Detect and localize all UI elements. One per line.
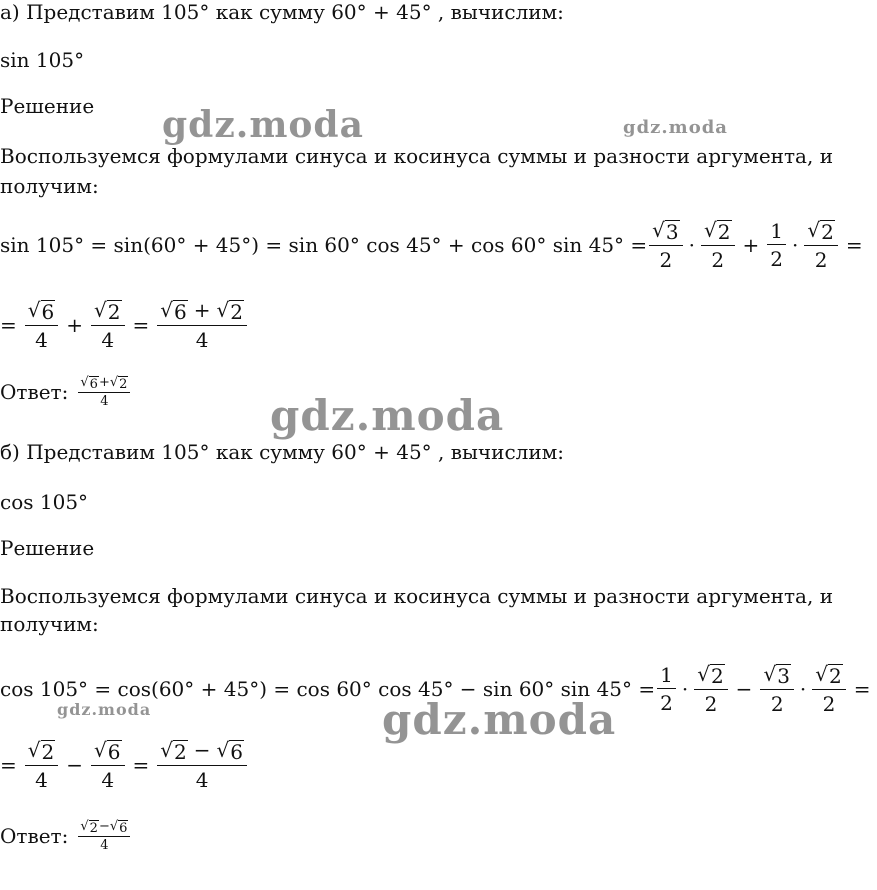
equation-text: cos 105° = cos(60° + 45°) = cos 60° cos 45° − sin 60° sin 45° = [0, 677, 656, 701]
answer-fraction: √ 6 + √ 2 4 [78, 376, 130, 408]
fraction: $\frac{1}{2}$ [767, 221, 786, 269]
fraction: √ 3 2 [760, 664, 793, 714]
part-b-method-line1: Воспользуемся формулами синуса и косинуса суммы и разности аргумента, и [0, 584, 834, 608]
fraction: √ 6 4 [25, 300, 58, 350]
watermark: gdz.moda [162, 104, 364, 146]
part-a-solution-label: Решение [0, 94, 95, 118]
answer-label: Ответ: [0, 380, 69, 404]
part-b-task: cos 105° [0, 490, 89, 514]
part-a-equation-1: sin 105° = sin(60° + 45°) = sin 60° cos 45° + cos 60° sin 45° = √ 3 2 · √ 2 2 + $\frac{1}{2}$ · √ 2 2 = [0, 218, 863, 272]
watermark: gdz.moda [270, 391, 505, 440]
watermark: gdz.moda [382, 695, 617, 744]
fraction: $\frac{1}{2}$ [657, 665, 676, 713]
fraction: √ 2 4 [25, 740, 58, 790]
fraction: √ 6 4 [91, 740, 124, 790]
fraction: √ 2 4 [91, 300, 124, 350]
fraction: √ 3 2 [649, 220, 682, 270]
part-a-answer [0, 376, 132, 408]
part-a-method-line2: получим: [0, 174, 99, 198]
fraction: √ 2 − √ 6 4 [157, 740, 247, 790]
part-a-intro: а) Представим 105° как сумму 60° + 45° , вычислим: [0, 0, 564, 24]
part-b-method-line2: получим: [0, 612, 99, 636]
answer-fraction: √ 2 − √ 6 4 [78, 820, 130, 852]
fraction: √ 2 2 [812, 664, 845, 714]
answer-label: Ответ: [0, 824, 69, 848]
fraction: √ 2 2 [804, 220, 837, 270]
part-a-task: sin 105° [0, 48, 85, 72]
part-b-solution-label: Решение [0, 536, 95, 560]
part-b-equation-1: cos 105° = cos(60° + 45°) = cos 60° cos 45° − sin 60° sin 45° = $\frac{1}{2}$ · √ 2 2 − √ 3 2 · √ 2 2 = [0, 662, 871, 716]
part-a-equation-2: = √ 6 4 + √ 2 4 = √ 6 + √ 2 4 [0, 300, 249, 350]
watermark: gdz.moda [623, 117, 728, 138]
fraction: √ 2 2 [701, 220, 734, 270]
part-b-answer [0, 820, 132, 852]
part-b-intro: б) Представим 105° как сумму 60° + 45° , вычислим: [0, 440, 565, 464]
fraction: √ 2 2 [694, 664, 727, 714]
watermark: gdz.moda [57, 700, 152, 719]
fraction: √ 6 + √ 2 4 [157, 300, 247, 350]
part-a-method-line1: Воспользуемся формулами синуса и косинуса суммы и разности аргумента, и [0, 144, 834, 168]
part-b-equation-2: = √ 2 4 − √ 6 4 = √ 2 − √ 6 4 [0, 740, 249, 790]
equation-text: sin 105° = sin(60° + 45°) = sin 60° cos 45° + cos 60° sin 45° = [0, 233, 648, 257]
